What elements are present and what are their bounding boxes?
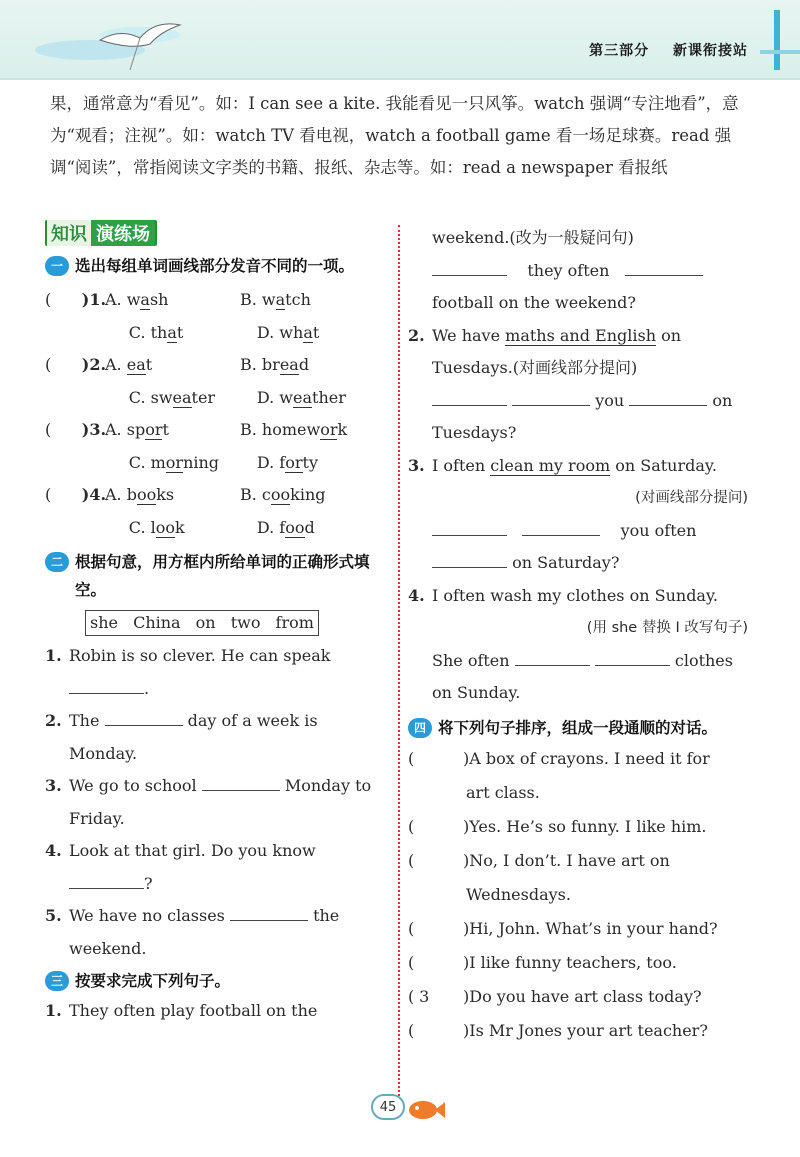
s3-q3-blank-1[interactable] [432, 518, 507, 536]
column-divider [398, 225, 400, 1100]
page-footer [365, 1090, 445, 1130]
s3-q2-text-e: on [712, 390, 733, 410]
section4-items [408, 742, 748, 1048]
s4-order-blank[interactable]: ( [408, 1020, 415, 1040]
spacer [45, 447, 129, 480]
s1-answer-blank[interactable]: ( )3. [45, 420, 107, 439]
s4-order-blank[interactable]: ( [408, 816, 415, 836]
s1-row-2-cd [45, 382, 385, 415]
s1-option-a: A. books [105, 485, 175, 504]
s2-q5-line2: weekend. [69, 938, 147, 958]
page-number: 45 [371, 1094, 405, 1120]
s4-sentence: )Is Mr Jones your art teacher? [463, 1020, 708, 1040]
s3-q2-underlined: maths and English [505, 325, 657, 345]
section2-title [45, 548, 385, 604]
s1-option-a: A. wash [105, 290, 169, 309]
s3-q2-line4: Tuesdays? [432, 423, 517, 442]
s2-q2-text-b: day of a week is [187, 711, 318, 730]
s2-q1-blank[interactable] [69, 676, 144, 694]
s3-q3-text-a: I often [432, 455, 486, 475]
s3-q2-blank-2[interactable] [512, 388, 590, 406]
decorative-stripe [760, 0, 800, 80]
s3-q1-text-c: they often [527, 260, 610, 280]
s2-question-2: 2. The day of a week is [45, 705, 385, 738]
s2-q4-line2: ? [45, 868, 385, 901]
s3-q3-line3 [408, 515, 748, 548]
s2-q4-blank[interactable] [69, 871, 144, 889]
s1-option-d: D. what [256, 322, 320, 342]
s3-q3-line4 [408, 547, 748, 580]
section1-items [45, 284, 385, 544]
s3-q1-line2: weekend.(改为一般疑问句) [432, 228, 634, 247]
s4-order-blank[interactable]: ( [408, 952, 415, 972]
s3-question-1: 1. They often play football on the [45, 1001, 318, 1020]
s4-item-4 [408, 912, 748, 946]
badge-knowledge: 知识 [47, 220, 91, 246]
spacer [45, 512, 129, 545]
s1-option-b: B. watch [240, 290, 311, 309]
s3-q3-text-d: on Saturday? [512, 553, 620, 572]
s2-q3-text-a: We go to school [69, 776, 197, 795]
s3-q4-text-b: She often [432, 650, 510, 670]
s1-answer-blank[interactable]: ( )4. [45, 485, 107, 504]
s3-q4-text-c: clothes [674, 650, 733, 670]
s1-row-1 [45, 284, 385, 317]
s3-q4-line4: on Sunday. [432, 683, 521, 702]
s4-sentence: )I like funny teachers, too. [463, 952, 677, 972]
spacer [45, 382, 129, 415]
s2-q4-text: Look at that girl. Do you know [69, 841, 316, 860]
s3-q3-blank-2[interactable] [522, 518, 600, 536]
s1-row-2 [45, 349, 385, 382]
page-header [0, 0, 800, 80]
s4-item-2 [408, 810, 748, 844]
s1-row-4 [45, 479, 385, 512]
s1-row-3-cd [45, 447, 385, 480]
badge-practice: 演练场 [91, 220, 155, 246]
section-label [589, 40, 748, 60]
section4-number: 四 [408, 718, 432, 738]
section2-number: 二 [45, 552, 69, 572]
s2-q2-text-a: The [69, 711, 100, 730]
s2-q5-text-a: We have no classes [69, 906, 225, 925]
s1-option-d: D. food [256, 517, 315, 537]
s3-q1-blank-1[interactable] [432, 258, 507, 276]
s3-q1-text: They often play football on the [69, 1001, 318, 1020]
s2-q1-line2: . [45, 673, 385, 706]
s4-order-blank[interactable]: ( [408, 918, 415, 938]
s4-item-7 [408, 1014, 748, 1048]
s2-q3-blank[interactable] [202, 773, 280, 791]
s3-q3-note: (对画线部分提问) [635, 490, 748, 506]
s1-option-a: A. sport [105, 420, 169, 439]
s3-q4-blank-1[interactable] [515, 648, 590, 666]
right-column [408, 220, 748, 1048]
section3-number: 三 [45, 971, 69, 991]
s4-order-blank[interactable]: ( [408, 850, 415, 870]
s4-item-1-cont: art class. [466, 782, 540, 802]
s3-q2-text-b: on [661, 325, 682, 345]
s1-option-c: C. that [128, 322, 184, 342]
section1-instruction: 选出每组单词画线部分发音不同的一项。 [75, 257, 355, 275]
s1-option-c: C. look [128, 517, 185, 537]
section1-number: 一 [45, 256, 69, 276]
s4-sentence: )A box of crayons. I need it for [463, 748, 710, 768]
s1-option-b: B. cooking [240, 485, 326, 504]
s2-q3-line2: Friday. [69, 808, 125, 828]
s3-q1-line4: football on the weekend? [432, 293, 636, 312]
s4-order-blank[interactable]: ( [408, 748, 415, 768]
s3-q4-line3 [408, 645, 748, 678]
s3-q2-blank-3[interactable] [629, 388, 707, 406]
s2-question-1: 1. Robin is so clever. He can speak [45, 646, 331, 665]
s4-sentence: )No, I don’t. I have art on [463, 850, 670, 870]
word-box: she China on two from [85, 610, 319, 636]
spacer [45, 317, 129, 350]
s2-q2-line2: Monday. [69, 743, 138, 763]
s2-question-4: 4. Look at that girl. Do you know [45, 841, 316, 860]
s1-option-b: B. homework [240, 420, 348, 439]
s3-q4-blank-2[interactable] [595, 648, 670, 666]
s3-q3-text-b: on Saturday. [615, 455, 717, 475]
section1-title [45, 252, 385, 280]
s1-row-1-cd [45, 317, 385, 350]
s1-answer-blank[interactable]: ( )2. [45, 355, 107, 374]
s3-q2-text-a: We have [432, 325, 501, 345]
s3-q4-note: (用 she 替换 I 改写句子) [586, 620, 748, 636]
fish-icon [405, 1096, 445, 1122]
s2-q2-blank[interactable] [105, 708, 183, 726]
part-label: 第三部分 [589, 43, 650, 59]
s3-q1-blank-2[interactable] [625, 258, 703, 276]
s2-q5-blank[interactable] [230, 903, 308, 921]
s1-option-a: A. eat [105, 355, 153, 374]
s2-q1-text: Robin is so clever. He can speak [69, 646, 331, 665]
section3-instruction: 按要求完成下列句子。 [75, 972, 231, 990]
s1-row-4-cd [45, 512, 385, 545]
s2-question-5: 5. We have no classes the [45, 900, 385, 933]
s3-q2-line2: Tuesdays.(对画线部分提问) [432, 358, 638, 377]
section2-instruction: 根据句意，用方框内所给单词的正确形式填空。 [75, 553, 370, 599]
s1-answer-blank[interactable]: ( )1. [45, 290, 107, 309]
section4-title [408, 714, 748, 742]
s1-option-c: C. morning [128, 452, 220, 472]
s2-q5-text-b: the [313, 906, 340, 925]
s4-order-blank[interactable]: ( 3 [408, 986, 430, 1006]
intro-paragraph: 果，通常意为“看见”。如：I can see a kite. 我能看见一只风筝。watch 强调“专注地看”，意为“观看；注视”。如：watch TV 看电视，watch a football game 看一场足球赛。read 强调“阅读”，常指阅读文字类的书籍、报纸、杂志等。如：read a newspaper 看报纸 [50, 94, 739, 177]
s3-q1-line3 [408, 255, 748, 288]
s3-question-3: 3. I often clean my room on Saturday. [408, 455, 717, 475]
s1-option-c: C. sweater [128, 387, 216, 407]
s3-q2-line3 [408, 385, 748, 418]
s4-item-6 [408, 980, 748, 1014]
s4-sentence: )Yes. He’s so funny. I like him. [463, 816, 707, 836]
section4-instruction: 将下列句子排序，组成一段通顺的对话。 [438, 718, 718, 737]
s1-option-d: D. weather [256, 387, 346, 407]
s3-q3-text-c: you often [620, 520, 697, 540]
section3-title [45, 967, 385, 995]
practice-badge [45, 220, 157, 246]
s1-option-b: B. bread [240, 355, 310, 374]
s1-option-d: D. forty [256, 452, 318, 472]
s3-question-4: 4. I often wash my clothes on Sunday. [408, 585, 718, 605]
s1-row-3 [45, 414, 385, 447]
s4-item-3 [408, 844, 748, 878]
s3-question-2: 2. We have maths and English on [408, 325, 682, 345]
seagull-cloud-illustration [30, 10, 230, 70]
s4-item-1 [408, 742, 748, 776]
part-title: 新课衔接站 [673, 43, 748, 59]
s3-q3-blank-3[interactable] [432, 550, 507, 568]
s2-question-3: 3. We go to school Monday to [45, 770, 385, 803]
s2-q3-text-b: Monday to [284, 776, 372, 795]
left-column [45, 220, 385, 1028]
s3-q2-text-d: you [595, 390, 625, 410]
s3-q4-text: I often wash my clothes on Sunday. [432, 585, 718, 605]
s3-q3-underlined: clean my room [490, 455, 611, 475]
s4-sentence: )Hi, John. What’s in your hand? [463, 918, 718, 938]
s4-item-3-cont: Wednesdays. [466, 884, 571, 904]
s3-q2-blank-1[interactable] [432, 388, 507, 406]
s4-sentence: )Do you have art class today? [463, 986, 702, 1006]
s4-item-5 [408, 946, 748, 980]
